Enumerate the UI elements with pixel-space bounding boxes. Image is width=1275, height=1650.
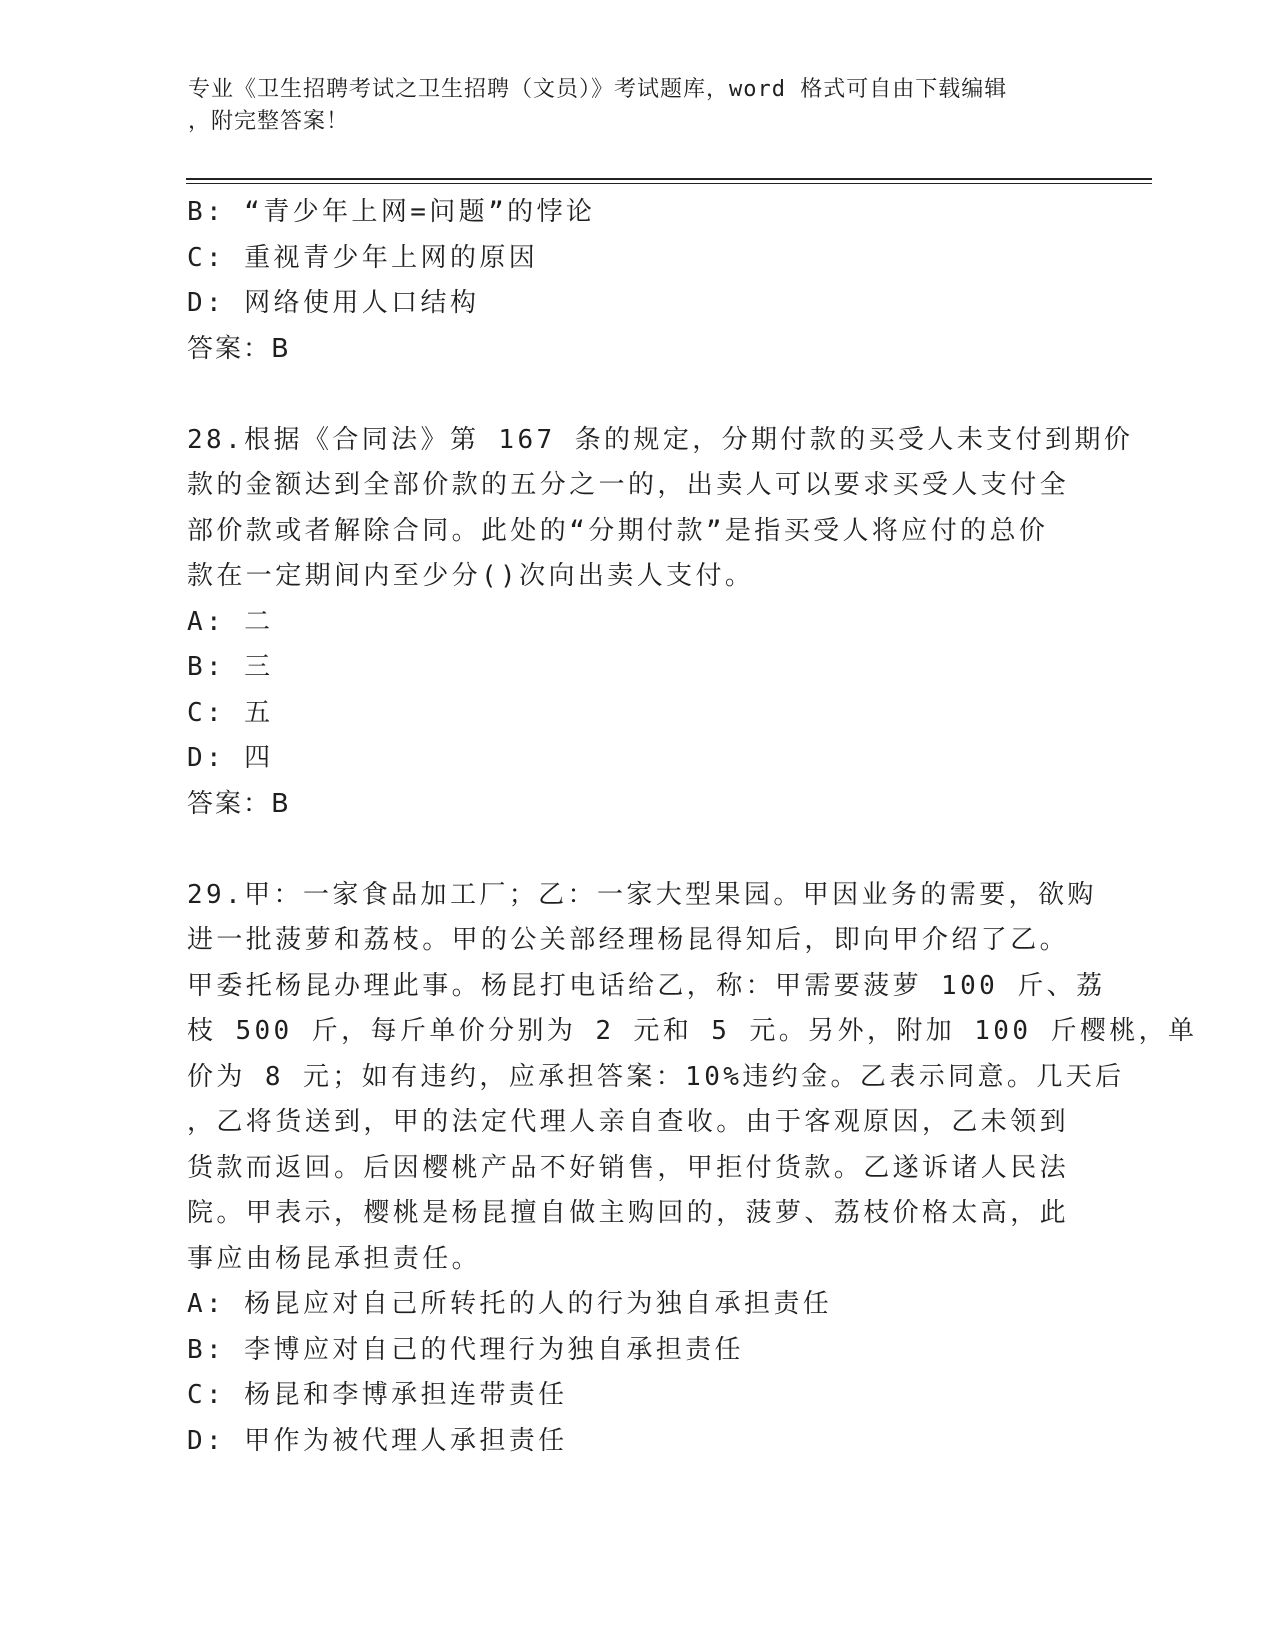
question-28-block [187,418,1134,828]
question-28-text-line: 28.根据《合同法》第 167 条的规定，分期付款的买受人未支付到期价 [187,424,1134,455]
option-d: D: 网络使用人口结构 [187,288,480,318]
option-b: B: 李博应对自己的代理行为独自承担责任 [187,1334,744,1365]
question-29-block [187,873,1198,1465]
question-29-text-line: 货款而返回。后因樱桃产品不好销售，甲拒付货款。乙遂诉诸人民法 [187,1152,1070,1183]
header-line-1: 专业《卫生招聘考试之卫生招聘（文员）》考试题库，word 格式可自由下载编辑 [188,77,1008,102]
option-d: D: 甲作为被代理人承担责任 [187,1425,568,1456]
question-29-text-line: 枝 500 斤，每斤单价分别为 2 元和 5 元。另外，附加 100 斤樱桃，单 [187,1016,1198,1046]
question-content [187,190,1198,1464]
question-29-text-line: 进一批菠萝和荔枝。甲的公关部经理杨昆得知后，即向甲介绍了乙。 [187,925,1070,955]
question-29-text-line: 甲委托杨昆办理此事。杨昆打电话给乙，称：甲需要菠萝 100 斤、荔 [187,970,1106,1001]
option-b: B: 三 [187,652,274,682]
question-29-text-line: 29.甲：一家食品加工厂；乙：一家大型果园。甲因业务的需要，欲购 [187,879,1097,910]
question-28-text-line: 款的金额达到全部价款的五分之一的，出卖人可以要求买受人支付全 [187,470,1070,500]
answer-line: 答案：B [187,788,291,819]
option-c: C: 五 [187,697,274,728]
question-28-text-line: 款在一定期间内至少分()次向出卖人支付。 [187,561,755,591]
option-a: A: 二 [187,606,274,637]
option-c: C: 重视青少年上网的原因 [187,242,539,273]
question-29-text-line: 价为 8 元；如有违约，应承担答案：10%违约金。乙表示同意。几天后 [187,1061,1125,1092]
option-a: A: 杨昆应对自己所转托的人的行为独自承担责任 [187,1289,833,1319]
question-29-text-line: ，乙将货送到，甲的法定代理人亲自查收。由于客观原因，乙未领到 [187,1107,1070,1137]
question-28-text-line: 部价款或者解除合同。此处的“分期付款”是指买受人将应付的总价 [187,515,1049,546]
answer-line: 答案：B [187,333,291,364]
header-line-2: ，附完整答案！ [188,109,350,134]
question-29-text-line: 事应由杨昆承担责任。 [187,1243,482,1274]
header-divider-thin [186,183,1152,184]
header-divider-thick [186,178,1152,180]
option-c: C: 杨昆和李博承担连带责任 [187,1380,568,1410]
previous-question-block [187,190,1087,372]
option-b: B: “青少年上网=问题”的悖论 [187,197,596,227]
page-header [188,74,1088,138]
spacer [187,827,1087,873]
option-d: D: 四 [187,743,274,773]
spacer [187,372,1087,418]
question-29-text-line: 院。甲表示，樱桃是杨昆擅自做主购回的，菠萝、荔枝价格太高，此 [187,1198,1070,1228]
